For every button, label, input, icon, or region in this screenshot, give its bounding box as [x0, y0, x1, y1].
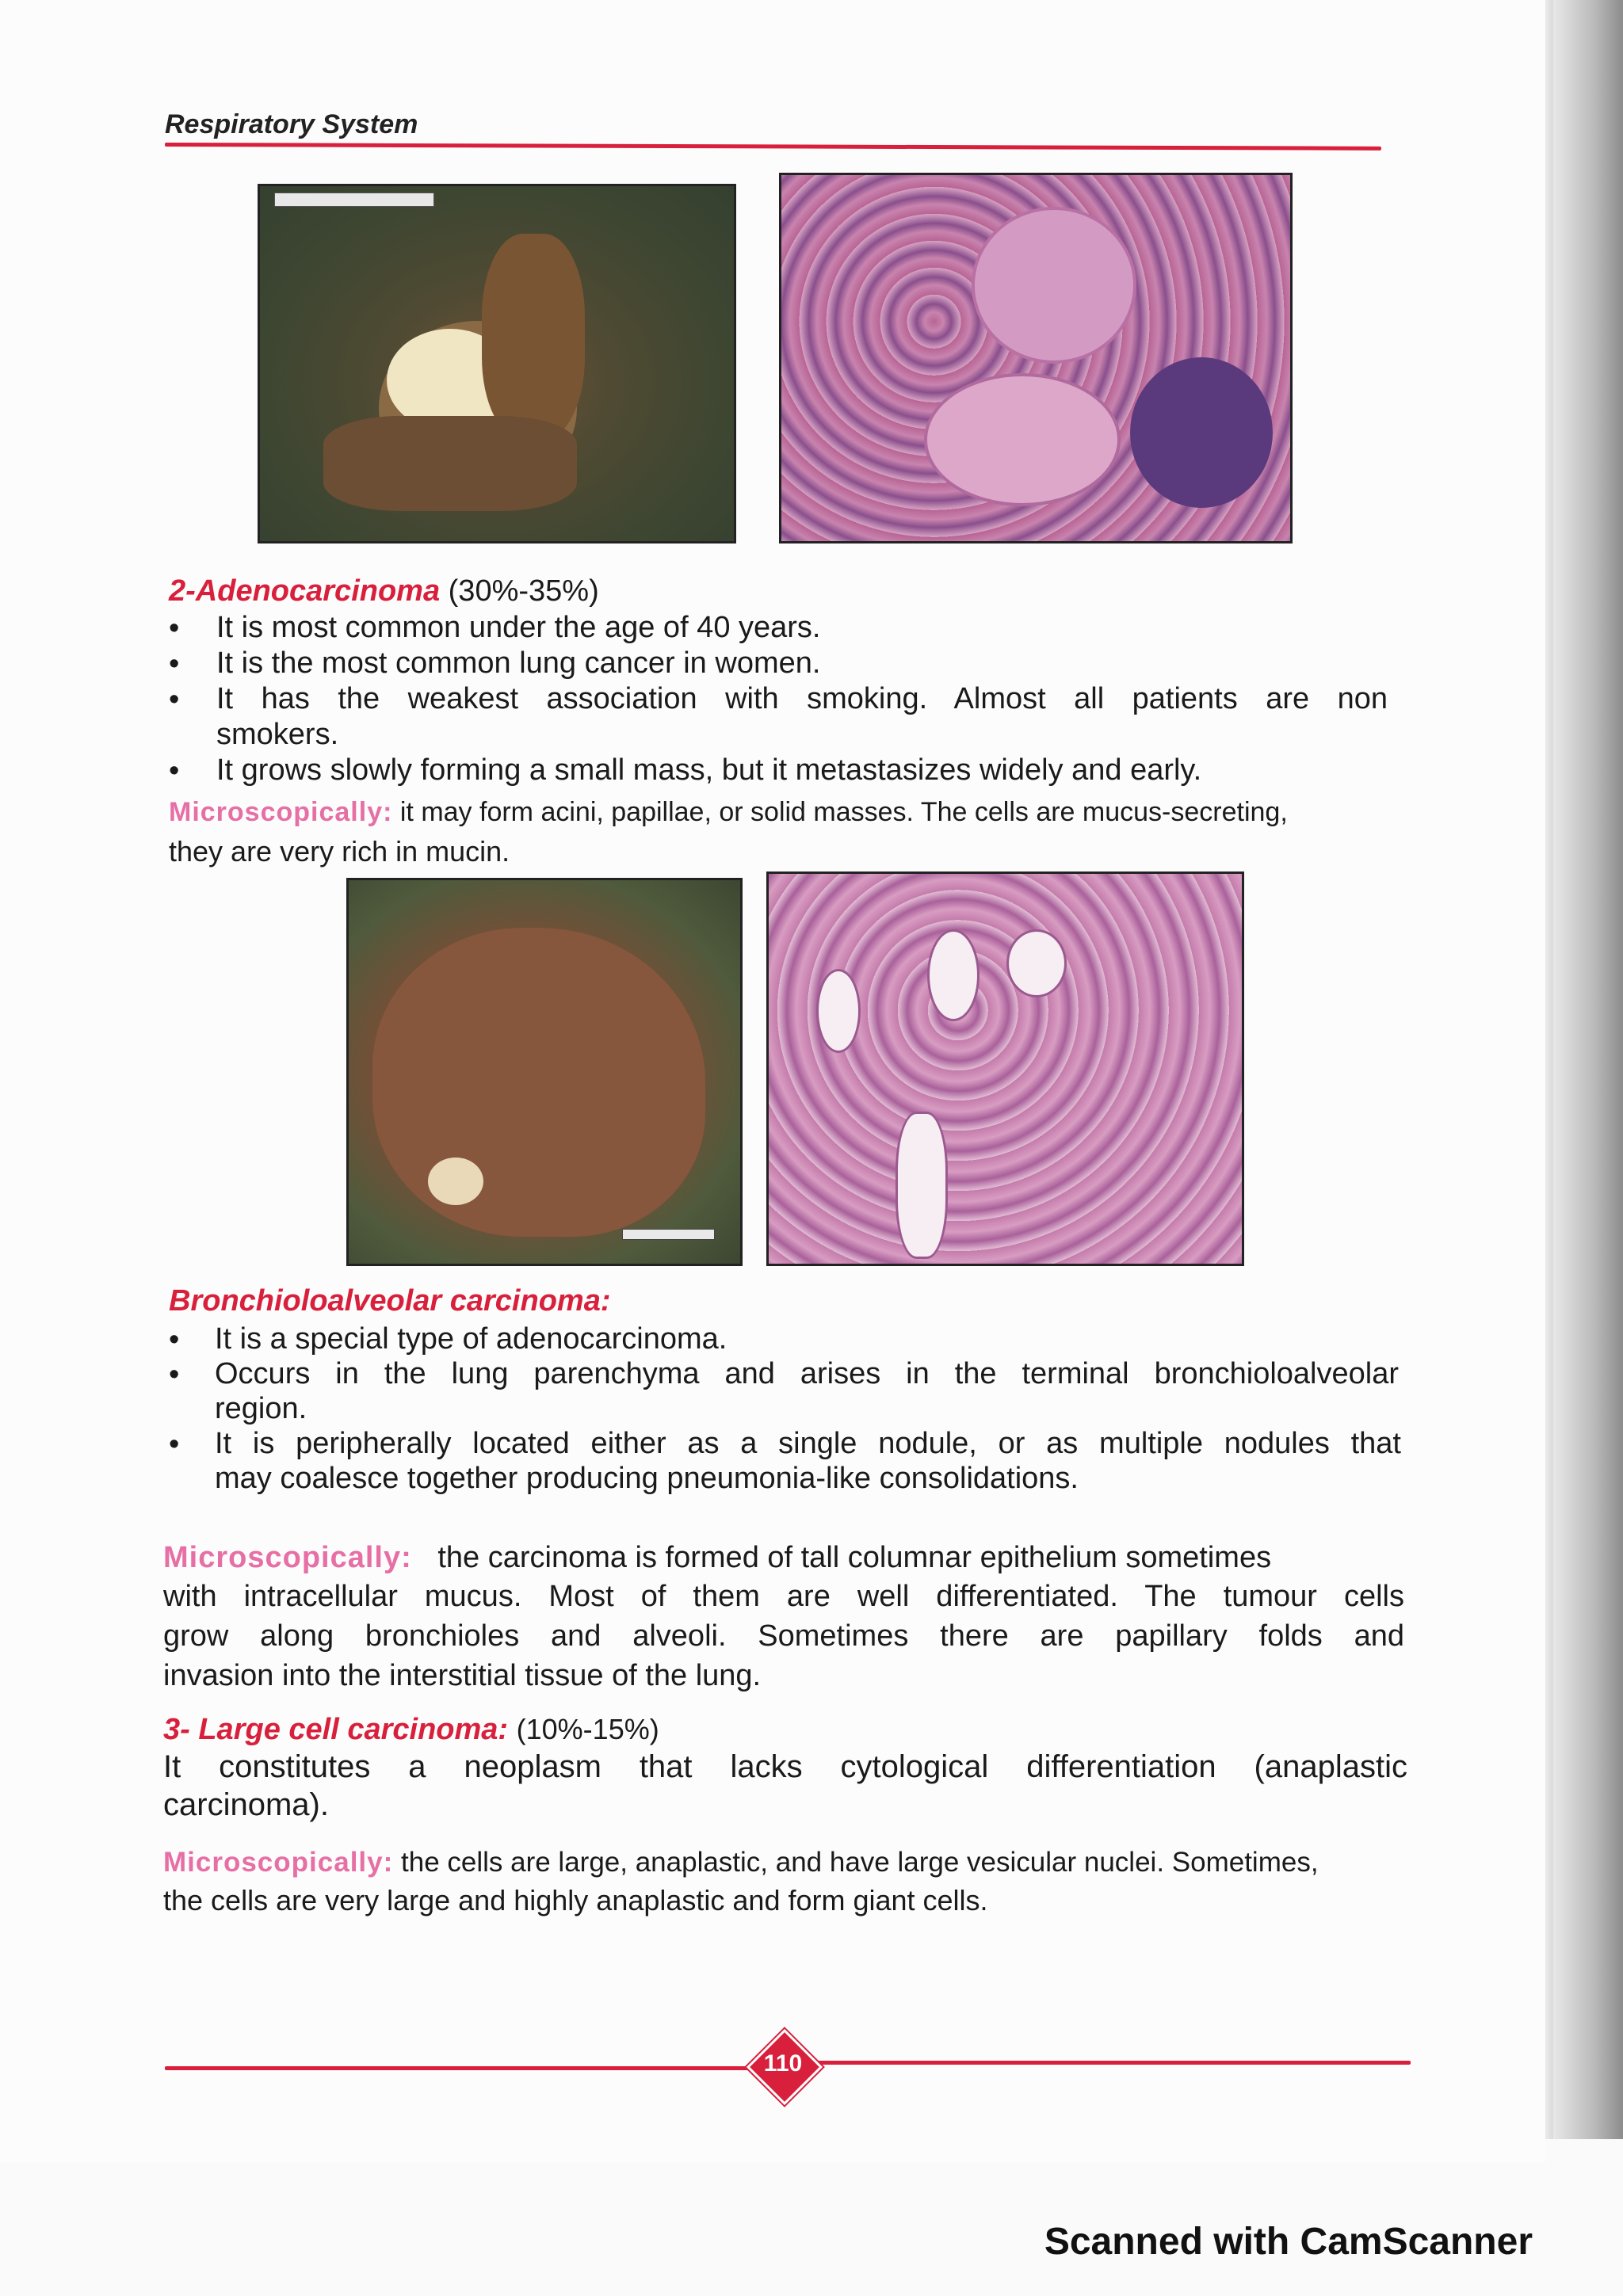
bac-bullet-1: It is a special type of adenocarcinoma.: [215, 1322, 727, 1356]
footer-rule-left: [165, 2066, 767, 2070]
scanner-watermark: Scanned with CamScanner: [1044, 2221, 1533, 2263]
adeno-bullet-2: It is the most common lung cancer in women.: [216, 646, 821, 680]
large-text-2: carcinoma).: [163, 1787, 329, 1822]
book-edge-shadow: [1553, 0, 1623, 2155]
bullet-dot: •: [169, 754, 180, 788]
bullet-dot: •: [169, 1428, 180, 1461]
large-text-1: It constitutes a neoplasm that lacks cytological differentiation (anaplastic: [163, 1749, 1407, 1784]
bullet-dot: •: [169, 612, 180, 645]
page-number: 110: [763, 2050, 803, 2077]
bac-heading: Bronchioloalveolar carcinoma:: [169, 1284, 611, 1318]
microscopically-label: Microscopically:: [169, 797, 393, 827]
scale-ruler: [274, 193, 434, 207]
bac-microscopy: [163, 1540, 1404, 1576]
histology-photo-2: [766, 871, 1244, 1266]
bac-bullet-3-cont: may coalesce together producing pneumonia-like consolidations.: [215, 1462, 1079, 1495]
large-micro-text-2: the cells are very large and highly anaplastic and form giant cells.: [163, 1884, 988, 1917]
scale-ruler: [622, 1229, 715, 1240]
large-microscopy: [163, 1844, 1412, 1880]
bullet-dot: •: [169, 1323, 180, 1356]
bullet-dot: •: [169, 683, 180, 716]
bac-bullet-3: It is peripherally located either as a single nodule, or as multiple nodules that: [215, 1427, 1401, 1460]
adeno-heading: [169, 574, 599, 609]
bac-micro-text-3: grow along bronchioles and alveoli. Sometimes there are papillary folds and: [163, 1619, 1404, 1653]
adeno-percentage: (30%-35%): [448, 574, 599, 608]
microscopically-label: Microscopically:: [163, 1847, 394, 1878]
header-rule: [165, 143, 1381, 151]
large-title: 3- Large cell carcinoma:: [163, 1713, 509, 1746]
bac-micro-text-4: invasion into the interstitial tissue of the lung.: [163, 1659, 762, 1692]
adeno-bullet-4: It grows slowly forming a small mass, but it metastasizes widely and early.: [216, 753, 1202, 787]
bac-micro-text-2: with intracellular mucus. Most of them are well differentiated. The tumour cells: [163, 1580, 1404, 1613]
adeno-bullet-1: It is most common under the age of 40 years.: [216, 611, 821, 644]
large-heading: [163, 1711, 659, 1748]
adeno-bullet-3-cont: smokers.: [216, 718, 339, 751]
gross-specimen-photo-2: [346, 878, 743, 1266]
gross-specimen-photo-1: [258, 184, 736, 543]
adeno-micro-text-1: it may form acini, papillae, or solid masses. The cells are mucus-secreting,: [399, 797, 1288, 827]
adeno-microscopy: [169, 795, 1288, 830]
bac-bullet-2: Occurs in the lung parenchyma and arises in the terminal bronchioloalveolar: [215, 1357, 1399, 1390]
adeno-title: 2-Adenocarcinoma: [169, 574, 441, 608]
microscopically-label: Microscopically:: [163, 1541, 412, 1574]
footer-rule-right: [816, 2061, 1411, 2065]
bac-micro-text-1: the carcinoma is formed of tall columnar epithelium sometimes: [437, 1541, 1272, 1574]
adeno-micro-text-2: they are very rich in mucin.: [169, 835, 510, 868]
bullet-dot: •: [169, 647, 180, 681]
histology-photo-1: [779, 173, 1293, 543]
adeno-bullet-3: It has the weakest association with smoking. Almost all patients are non: [216, 682, 1388, 715]
bullet-dot: •: [169, 1358, 180, 1391]
running-header: Respiratory System: [165, 109, 418, 139]
bac-bullet-2-cont: region.: [215, 1392, 307, 1425]
large-percentage: (10%-15%): [516, 1713, 659, 1745]
large-micro-text-1: the cells are large, anaplastic, and have large vesicular nuclei. Sometimes,: [401, 1847, 1319, 1878]
